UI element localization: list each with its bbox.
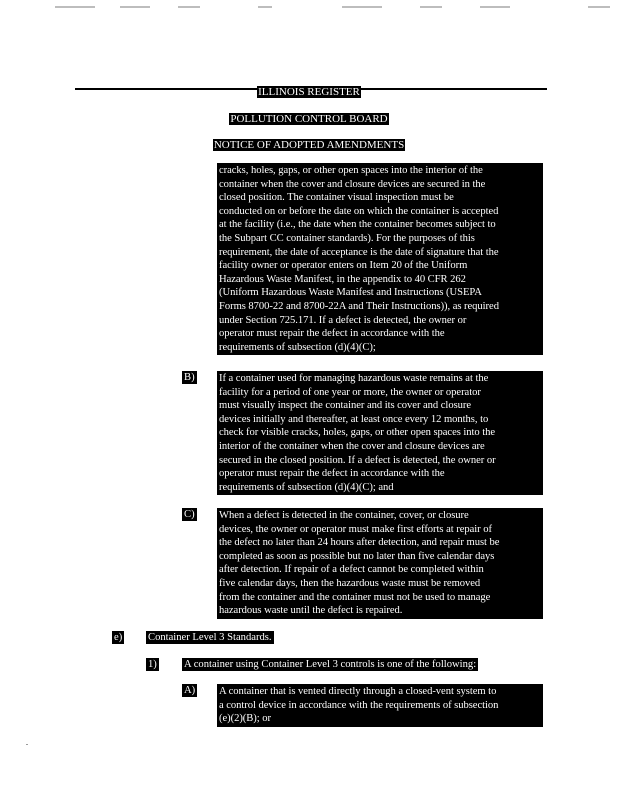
text-line: devices initially and thereafter, at least once every 12 months, to	[219, 413, 489, 425]
item-b-label: B)	[184, 372, 195, 383]
text-line: When a defect is detected in the container, cover, or closure	[219, 510, 469, 521]
board-title: POLLUTION CONTROL BOARD	[230, 113, 388, 125]
text-line: hazardous waste until the defect is repaired.	[219, 605, 403, 617]
text-line: facility for a period of one year or more, the owner or operator	[219, 386, 481, 398]
item-c-paragraph	[217, 508, 543, 619]
text-line: closed position. The container visual inspection must be	[219, 192, 454, 204]
item-e1-label: 1)	[148, 659, 157, 670]
text-line: requirement, the date of acceptance is the date of signature that the	[219, 246, 499, 258]
item-b-paragraph	[217, 371, 543, 495]
text-line: from the container and the container must not be used to manage	[219, 591, 491, 603]
text-line: must visually inspect the container and its cover and closure	[219, 400, 472, 412]
notice-title: NOTICE OF ADOPTED AMENDMENTS	[213, 139, 405, 151]
item-a-paragraph	[217, 684, 543, 727]
text-line: If a container used for managing hazardous waste remains at the	[219, 373, 489, 384]
text-line: completed as soon as possible but no later than five calendar days	[219, 550, 495, 562]
text-line: the defect no later than 24 hours after detection, and repair must be	[219, 537, 500, 549]
text-line: secured in the closed position. If a defect is detected, the owner or	[219, 454, 496, 466]
continuation-paragraph	[217, 163, 543, 355]
text-line: check for visible cracks, holes, gaps, or other open spaces into the	[219, 427, 496, 439]
text-line: under Section 725.171. If a defect is detected, the owner or	[219, 314, 467, 326]
text-line: five calendar days, then the hazardous waste must be removed	[219, 577, 481, 589]
text-line: A container that is vented directly through a closed-vent system to	[219, 686, 497, 697]
text-line: a control device in accordance with the requirements of subsection	[219, 699, 499, 711]
register-title: ILLINOIS REGISTER	[258, 86, 360, 98]
text-line: Hazardous Waste Manifest, in the appendix to 40 CFR 262	[219, 273, 466, 285]
text-line: container when the cover and closure devices are secured in the	[219, 178, 486, 190]
text-line: interior of the container when the cover and closure devices are	[219, 440, 485, 452]
text-line: devices, the owner or operator must make first efforts at repair of	[219, 523, 492, 535]
text-line: facility owner or operator enters on Item 20 of the Uniform	[219, 260, 468, 272]
item-a-label: A)	[184, 685, 196, 696]
text-line: (e)(2)(B); or	[219, 713, 271, 725]
item-c-label: C)	[184, 509, 195, 520]
section-e-heading: Container Level 3 Standards.	[148, 632, 272, 643]
text-line: requirements of subsection (d)(4)(C);	[219, 341, 376, 353]
text-line: (Uniform Hazardous Waste Manifest and Instructions (USEPA	[219, 287, 482, 299]
section-e-label: e)	[114, 632, 123, 643]
text-line: operator must repair the defect in accordance with the	[219, 468, 445, 480]
text-line: after detection. If repair of a defect cannot be completed within	[219, 564, 484, 576]
text-line: requirements of subsection (d)(4)(C); and	[219, 481, 394, 493]
text-line: cracks, holes, gaps, or other open spaces into the interior of the	[219, 165, 483, 176]
scan-speck	[26, 744, 28, 745]
scan-artifact-top	[0, 6, 618, 10]
text-line: at the facility (i.e., the date when the container becomes subject to	[219, 219, 496, 231]
item-e1-text: A container using Container Level 3 controls is one of the following:	[184, 659, 477, 670]
text-line: operator must repair the defect in accordance with the	[219, 328, 445, 340]
text-line: the Subpart CC container standards). For the purposes of this	[219, 232, 475, 244]
text-line: Forms 8700-22 and 8700-22A and Their Instructions)), as required	[219, 300, 499, 312]
text-line: conducted on or before the date on which the container is accepted	[219, 205, 499, 217]
